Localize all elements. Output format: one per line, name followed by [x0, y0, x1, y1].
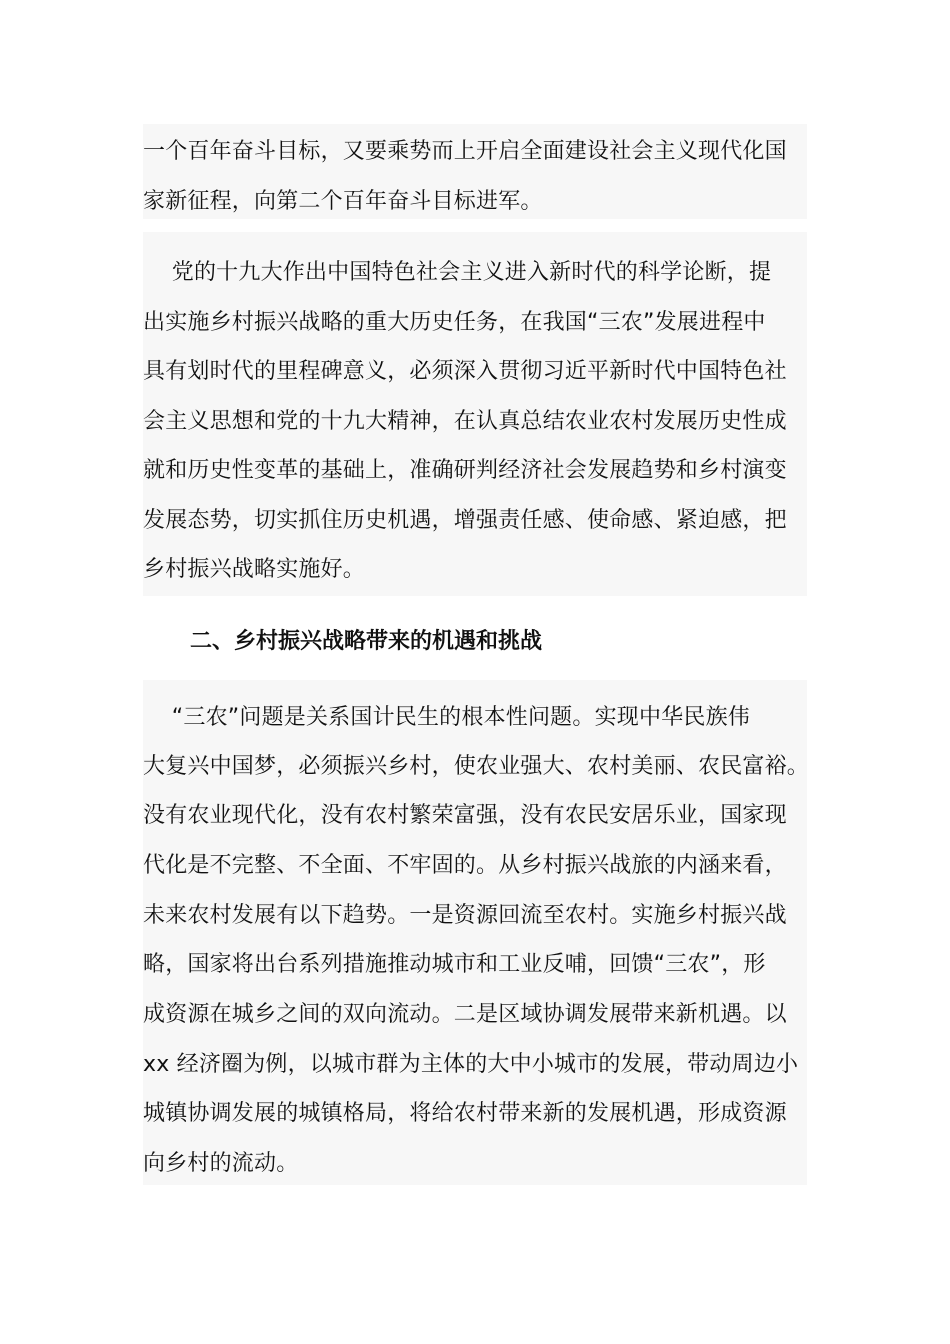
paragraph-3-line: “三农”问题是关系国计民生的根本性问题。实现中华民族伟: [143, 705, 750, 730]
paragraph-3-line: 略，国家将出台系列措施推动城市和工业反哺，回馈“三农”，形: [143, 952, 766, 977]
paragraph-2-line: 具有划时代的里程碑意义，必须深入贯彻习近平新时代中国特色社: [143, 359, 787, 384]
paragraph-2-line: 乡村振兴战略实施好。: [143, 557, 366, 582]
paragraph-2-line: 出实施乡村振兴战略的重大历史任务，在我国“三农”发展进程中: [143, 310, 766, 335]
paragraph-3-line: 未来农村发展有以下趋势。一是资源回流至农村。实施乡村振兴战: [143, 903, 787, 928]
paragraph-2-line: 会主义思想和党的十九大精神，在认真总结农业农村发展历史性成: [143, 409, 787, 434]
paragraph-2-line: 党的十九大作出中国特色社会主义进入新时代的科学论断，提: [143, 260, 772, 285]
paragraph-1-line: 一个百年奋斗目标，又要乘势而上开启全面建设社会主义现代化国: [143, 139, 787, 164]
paragraph-3-line: 向乡村的流动。: [143, 1151, 299, 1176]
paragraph-2-line: 发展态势，切实抓住历史机遇，增强责任感、使命感、紧迫感，把: [143, 508, 787, 533]
paragraph-3-line: 没有农业现代化，没有农村繁荣富强，没有农民安居乐业，国家现: [143, 803, 787, 828]
paragraph-3-line: 成资源在城乡之间的双向流动。二是区域协调发展带来新机遇。以: [143, 1002, 787, 1027]
paragraph-3-line: 城镇协调发展的城镇格局，将给农村带来新的发展机遇，形成资源: [143, 1101, 787, 1126]
paragraph-3-line: xx 经济圈为例，以城市群为主体的大中小城市的发展，带动周边小: [143, 1052, 799, 1077]
section-heading: 二、乡村振兴战略带来的机遇和挑战: [190, 629, 543, 654]
paragraph-3-line: 代化是不完整、不全面、不牢固的。从乡村振兴战旅的内涵来看，: [143, 853, 787, 878]
paragraph-3-line: 大复兴中国梦，必须振兴乡村，使农业强大、农村美丽、农民富裕。: [143, 754, 810, 779]
paragraph-1-line: 家新征程，向第二个百年奋斗目标进军。: [143, 189, 543, 214]
paragraph-2-line: 就和历史性变革的基础上，准确研判经济社会发展趋势和乡村演变: [143, 458, 787, 483]
